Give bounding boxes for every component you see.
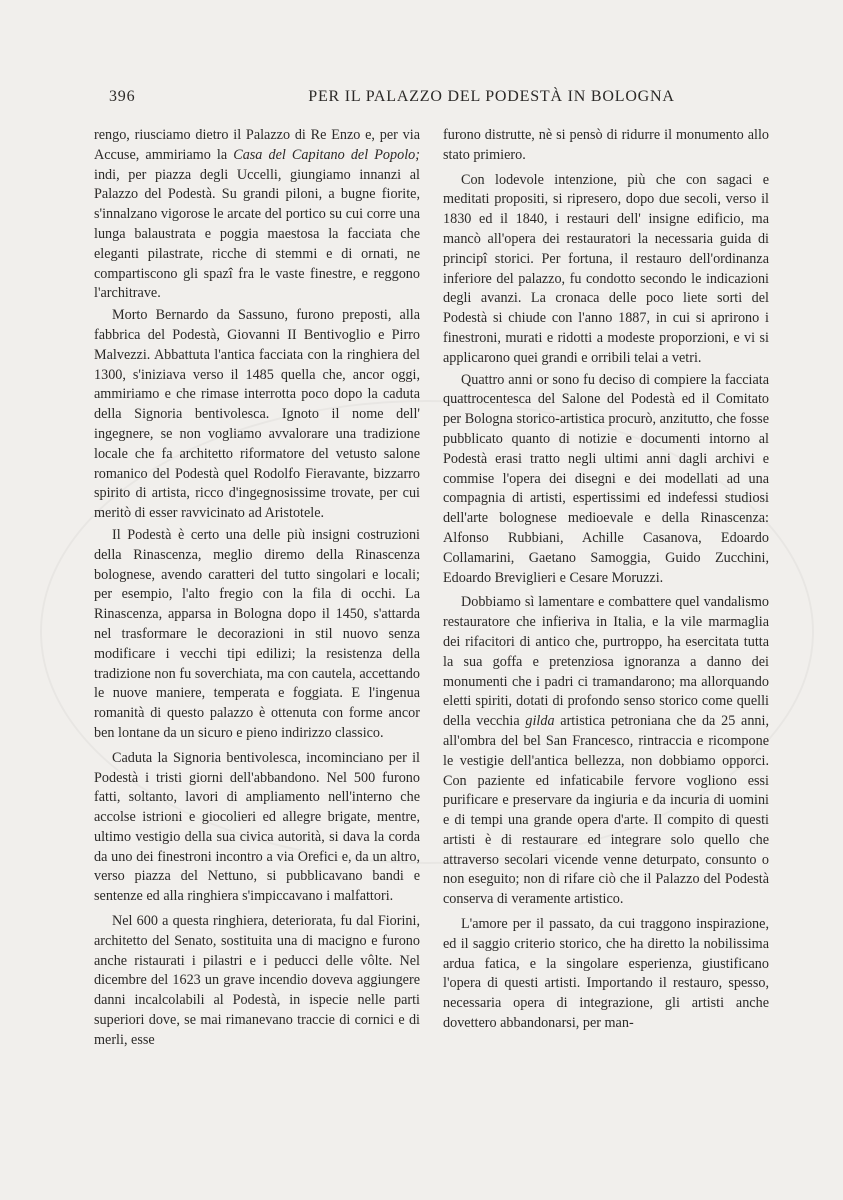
paragraph: Il Podestà è certo una delle più insigni costruzioni della Rinascenza, meglio diremo della Rinascenza bolognese, avendo caratteri del tutto singolari e locali; per esempio, l'alto fregio con la fila di occhi. La Rinascenza, apparsa in Bologna dopo il 1450, s'attarda nel trasformare le decorazioni in stil nuovo senza modificare i vecchi tipi edilizi; la resistenza della tradizione non fu soverchiata, ma con cautela, accettando le nuove maniere, temperata e foggiata. E l'ingenua romanità di questo palazzo è ottenuta con forme ancor ben lontane da un sicuro e pieno indirizzo classico. [94,526,420,741]
page-number: 396 [109,88,136,105]
paragraph: Nel 600 a questa ringhiera, deteriorata, fu dal Fiorini, architetto del Senato, sostituita una di macigno e furono anche ristaurati i pilastri e i peducci delle vôlte. Nel dicembre del 1623 un grave incendio doveva aggiungere danni incalcolabili al Podestà, in ispecie nelle parti superiori dove, se mai rimanevano traccie di cornici e di merli, esse [94,913,420,1048]
paragraph: furono distrutte, nè si pensò di ridurre il monumento allo stato primiero. [443,127,769,163]
paragraph: Dobbiamo sì lamentare e combattere quel vandalismo restauratore che infieriva in Italia, e la vile marmaglia dei rifacitori di antico che, purtroppo, ha esercitata tutta la sua goffa e pretenziosa ignoranza a danno dei monumenti che i padri ci tramandarono; ma allorquando eletti spiriti, dotati di profondo senso storico come quelli della vecchia gilda artistica petroniana che da 25 anni, all'ombra del bel San Francesco, rintraccia e ricompone le vestigie dell'antica bellezza, non dobbiamo opporci. Con paziente ed infaticabile fervore vogliono essi purificare e preservare da ingiuria e da incuria di uomini e di tempi una grande opera d'arte. Il compito di questi artisti è di restaurare ed integrare solo quello che attraverso secolari vicende venne deturpato, consunto o non eseguito; non di rifare ciò che il Palazzo del Podestà conserva di veramente artistico. [443,594,769,908]
paragraph: L'amore per il passato, da cui traggono inspirazione, ed il saggio criterio storico, che ha diretto la nobilissima ardua fatica, e la singolare esperienza, giustificano l'opera di questi artisti. Importando il restauro, spesso, necessaria opera di integrazione, gli artisti anche dovettero abbandonarsi, per man- [443,916,769,1032]
paragraph: Morto Bernardo da Sassuno, furono preposti, alla fabbrica del Podestà, Giovanni II Bentivoglio e Pirro Malvezzi. Abbattuta l'antica facciata con la ringhiera del 1300, s'iniziava verso il 1485 quella che, ancor oggi, ammiriamo e che rimase interrotta poco dopo la caduta della Signoria bentivolesca. Ignoto il nome dell' ingegnere, se non vogliamo avvalorare una tradizione locale che fa architetto riformatore del vetusto salone romanico del Podestà quel Rodolfo Fieravante, bizzarro spirito di artista, ricco d'ingegnosissime trovate, per cui meritò di esser ravvicinato ad Aristotele. [94,307,420,522]
paragraph: Caduta la Signoria bentivolesca, incominciano per il Podestà i tristi giorni dell'abbandono. Nel 500 furono fatti, soltanto, lavori di ampliamento nell'interno che accolse istrioni e giocolieri ed allegre brigate, mentre, ultimo vestigio della sua civica autorità, si dava la corda da uno dei finestroni incontro a via Orefici e, da un altro, verso piazza del Nettuno, si pubblicavano bandi e sentenze ed alla ringhiera s'impiccavano i malfattori. [94,749,420,905]
running-title: PER IL PALAZZO DEL PODESTÀ IN BOLOGNA [308,88,675,105]
right-column [443,126,769,1034]
paragraph: rengo, riusciamo dietro il Palazzo di Re Enzo e, per via Accuse, ammiriamo la Casa del Capitano del Popolo; indi, per piazza degli Uccelli, giungiamo innanzi al Palazzo del Podestà. Su grandi piloni, a bugne fiorite, s'innalzano vigorose le arcate del portico su cui corre una lunga balaustrata e poggia maestosa la facciata che eleganti pilastrate, ricche di stemmi e di ornati, ne compartiscono gli spazî fra le vaste finestre, e reggono l'architrave. [94,127,420,302]
running-header [95,88,748,112]
paragraph: Quattro anni or sono fu deciso di compiere la facciata quattrocentesca del Salone del Podestà ed il Comitato per Bologna storico-artistica procurò, anzitutto, che fosse pubblicato quanto di notizie e documenti intorno al Podestà erasi tratto negli ultimi anni dagli archivi e commise l'opera dei disegni e dei modellati ad una compagnia di artisti, espertissimi ed indefessi studiosi dell'arte bolognese medioevale e della Rinascenza: Alfonso Rubbiani, Achille Casanova, Edoardo Collamarini, Gaetano Samoggia, Guido Zucchini, Edoardo Breviglieri e Cesare Moruzzi. [443,371,769,586]
paragraph: Con lodevole intenzione, più che con sagaci e meditati propositi, si ripresero, dopo due secoli, verso il 1830 ed il 1840, i restauri dell' insigne edificio, ma mancò all'opera dei restauratori la necessaria guida di principî storici. Per fortuna, il restauro dell'ordinanza inferiore del palazzo, fu condotto secondo le indicazioni degli avanzi. La cronaca delle poco liete sorti del Podestà si chiude con l'anno 1887, in cui si aprirono i finestroni, murati e ridotti a modeste proporzioni, e vi si applicarono quei grandi e orribili telai a vetri. [443,171,769,366]
left-column [94,126,420,1051]
